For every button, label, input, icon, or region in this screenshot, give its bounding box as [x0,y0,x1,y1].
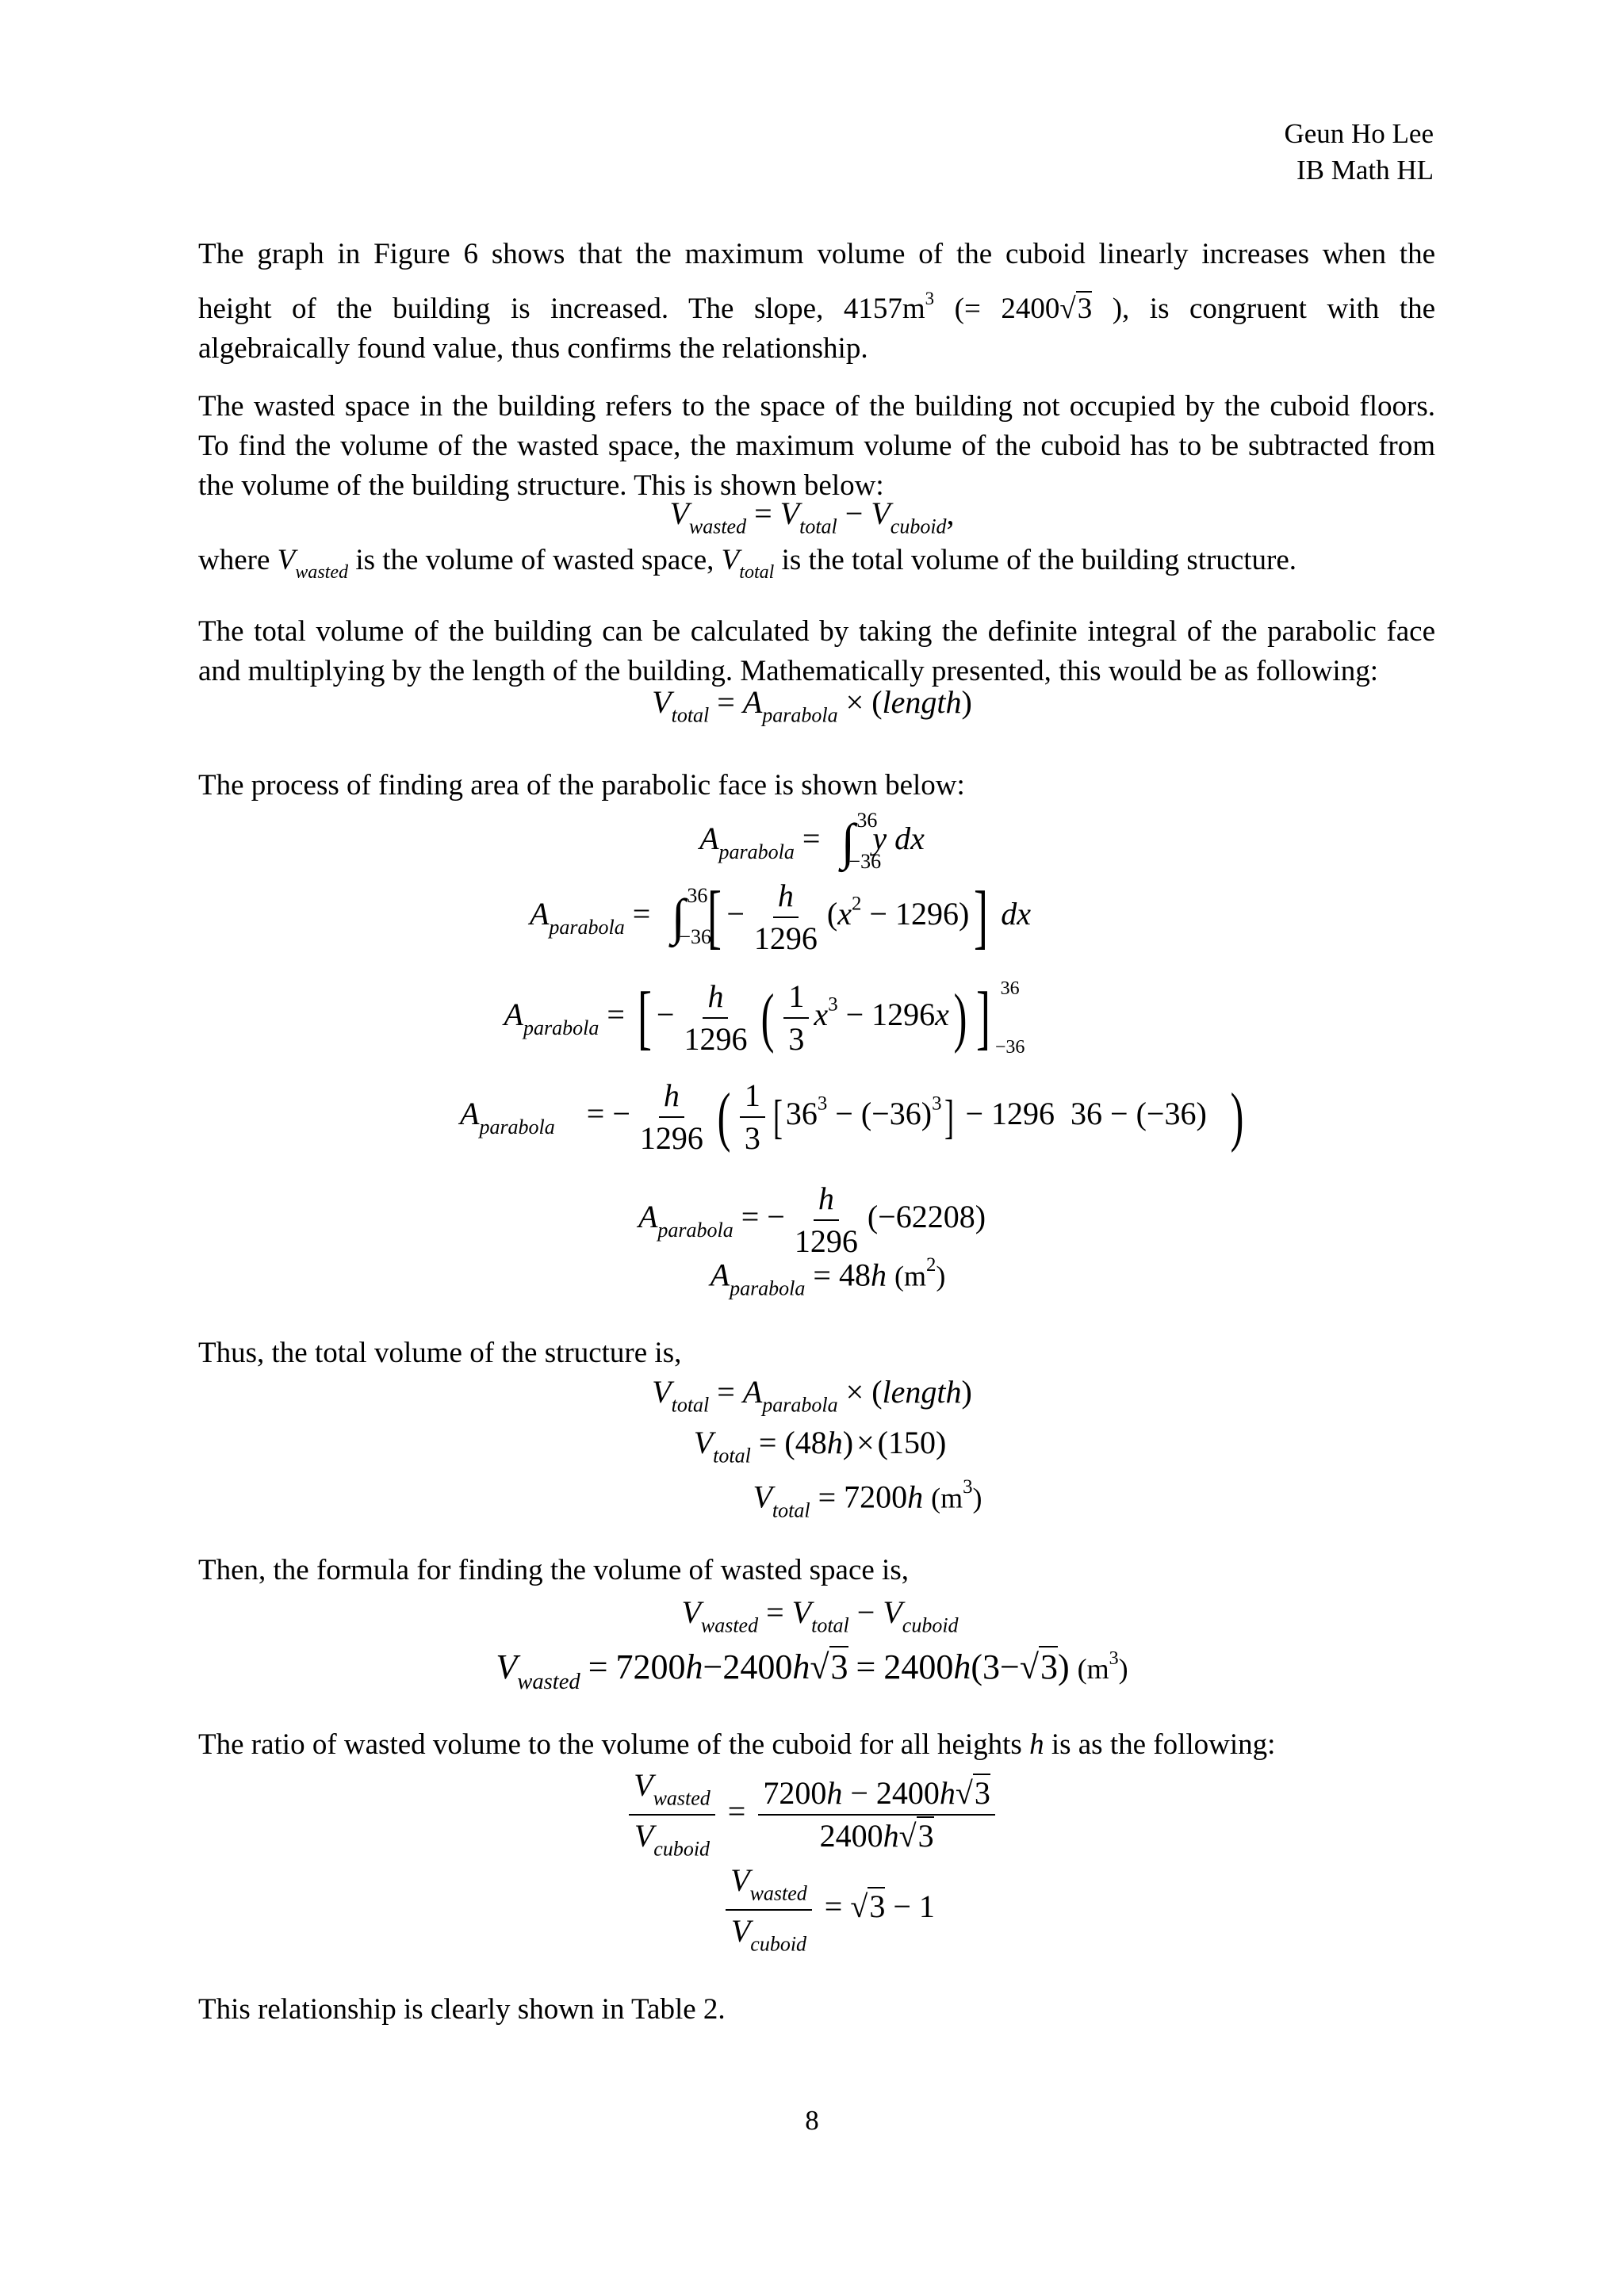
equation-integral-1: $A_{parabola}$ = ∫ 36 −36 y dx [699,809,925,873]
paragraph-slope: The graph in Figure 6 shows that the maximum volume of the cuboid linearly increases when the height of the building is increased. The slope, $4157m^3$ (= 2400√3 ), is congruent with the algebraically found value, thus confirms the relationship. [198,238,1435,365]
paragraph-thus: Thus, the total volume of the structure is, [198,1337,682,1369]
equation-wasted-definition: $V_{wasted} = V_{total} - V_{cuboid}$, [669,496,955,538]
equation-wasted-formula: $V_{wasted} = 7200h-2400h√3 = 2400h(3-√3)$ $(m^3)$ [496,1647,1128,1694]
page-number: 8 [805,2105,819,2136]
equation-antiderivative: $A_{parabola}$ = [ − $\frac{h}{1296}$ ( $\frac{1}{3}$ $x^3 - 1296x$) ] 36 −36 [504,978,1025,1058]
paragraph-then: Then, the formula for finding the volume of wasted space is, [198,1554,909,1586]
course-name: IB Math HL [1296,155,1434,186]
paragraph-total-volume: The total volume of the building can be calculated by taking the definite integral of the parabolic face and multiplying by the length of the building. Mathematically presented, this would be as following: [198,615,1435,687]
page-header [1284,116,1434,189]
paragraph-wasted-space: The wasted space in the building refers to the space of the building not occupied by the cuboid floors. To find the volume of the wasted space, the maximum volume of the cuboid has to be subtracted from the volume of the building structure. This is shown below: [198,390,1435,502]
integral-sign: ∫ 36 −36 [841,809,882,873]
equation-evaluation: $A_{parabola}$ = − $\frac{h}{1296}$ ( $\frac{1}{3}$ $[36^3 - (-36)^3] - 1296$ 36 − (−36) ) [460,1077,1244,1156]
equation-total-volume: $V_{total} = A_{parabola}$ × (length) [652,684,972,727]
paragraph-where: where $V_{wasted}$ is the volume of wasted space, $V_{total}$ is the total volume of the building structure. [198,544,1297,583]
equation-ratio-2: $\frac{V_{wasted}}{V_{cuboid}}$ = √3 − 1 [16,1865,1624,1954]
paragraph-process: The process of finding area of the parabolic face is shown below: [198,769,965,802]
equation-simplified: $A_{parabola}$ = − $\frac{h}{1296}$ (−62208) [638,1181,986,1259]
equation-total-result: $V_{total} = 7200h$ $(m^3)$ [753,1476,982,1522]
equation-area-result: $A_{parabola} = 48h$ $(m^2)$ [710,1254,946,1300]
sqrt-symbol: √3 [1059,293,1093,326]
equation-total-substitute: $V_{total} = (48h) \times (150)$ [693,1425,947,1468]
paragraph-ratio: The ratio of wasted volume to the volume of the cuboid for all heights h is as the following: [198,1728,1276,1761]
author-name: Geun Ho Lee [1284,118,1434,149]
equation-wasted-definition-2: $V_{wasted} = V_{total} - V_{cuboid}$ [681,1594,959,1637]
equation-ratio-1: $\frac{V_{wasted}}{V_{cuboid}}$ = $\frac{7200h - 2400h√3}{2400h√3}$ [0,1770,1624,1859]
paragraph-conclusion: This relationship is clearly shown in Table 2. [198,1993,726,2026]
equation-total-volume-2: $V_{total} = A_{parabola}$ × (length) [652,1374,972,1417]
equation-integral-2: $A_{parabola}$ = ∫ 36 −36 [ − $\frac{h}{1296}$ $(x^2 - 1296)$] dx [529,878,1032,956]
